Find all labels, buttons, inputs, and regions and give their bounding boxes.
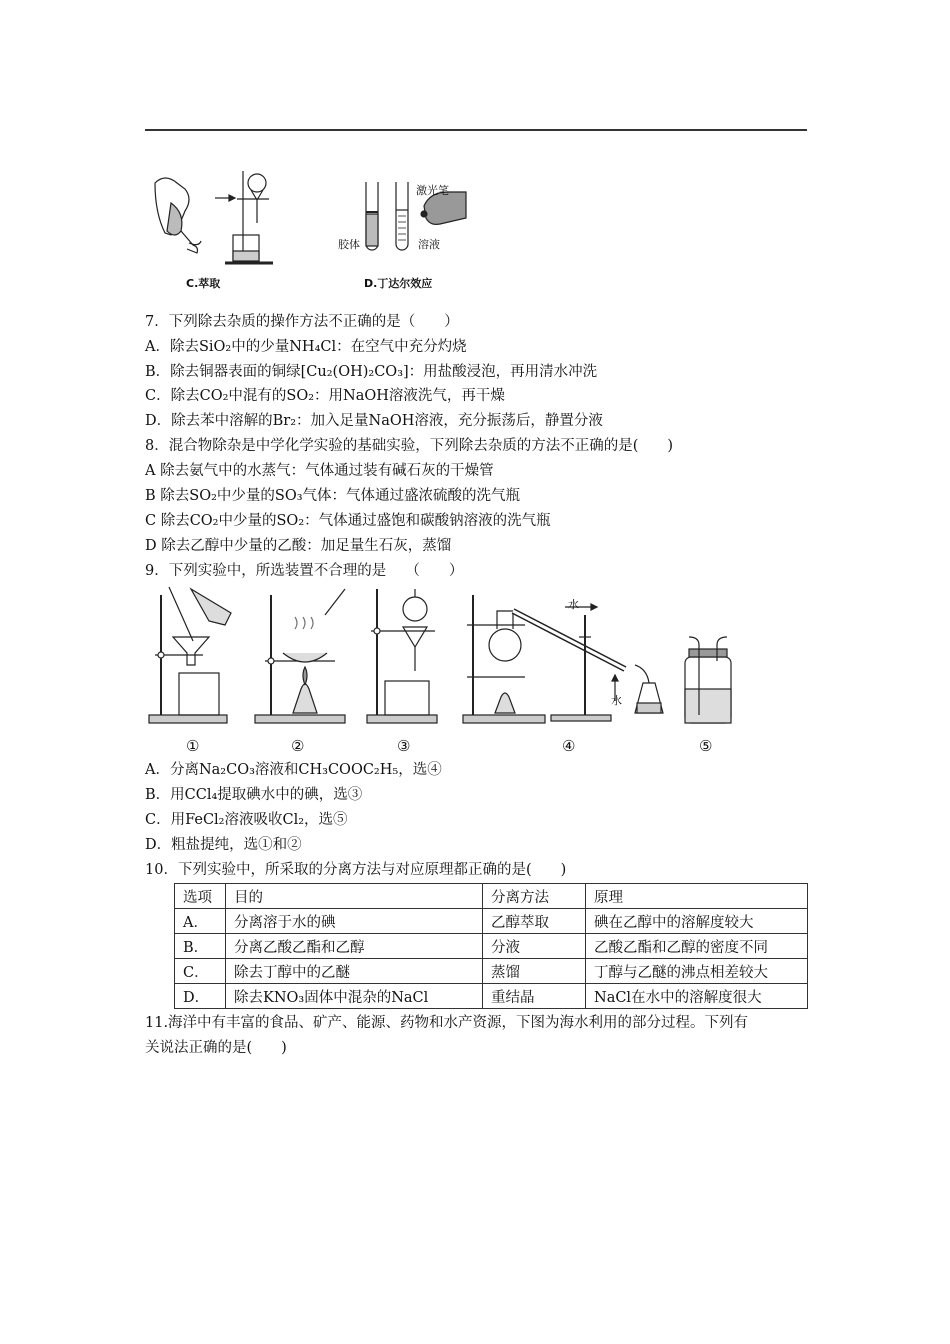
table-cell: B．: [175, 934, 226, 959]
header-rule: [145, 129, 807, 131]
tyndall-laser-label: 激光笔: [416, 184, 449, 197]
table-cell: 乙酸乙酯和乙醇的密度不同: [586, 934, 808, 959]
q11-line-1: 11.海洋中有丰富的食品、矿产、能源、药物和水产资源，下图为海水利用的部分过程。下列有: [145, 1015, 749, 1031]
tyndall-colloid-label: 胶体: [338, 238, 360, 251]
condenser-water-in-label: 水: [568, 598, 579, 611]
q8-option-b: B 除去SO₂中少量的SO₃气体：气体通过盛浓硫酸的洗气瓶: [145, 488, 521, 504]
q7-option-a: A．除去SiO₂中的少量NH₄Cl：在空气中充分灼烧: [145, 339, 467, 355]
table-cell: NaCl在水中的溶解度很大: [586, 984, 808, 1009]
tyndall-figure: [358, 180, 468, 255]
q9-option-a: A．分离Na₂CO₃溶液和CH₃COOC₂H₅，选④: [145, 762, 442, 778]
table-header-cell: 分离方法: [483, 884, 586, 909]
q9-stem: 9．下列实验中，所选装置不合理的是 （ ）: [145, 563, 464, 579]
table-cell: C．: [175, 959, 226, 984]
q8-option-c: C 除去CO₂中少量的SO₂：气体通过盛饱和碳酸钠溶液的洗气瓶: [145, 513, 551, 529]
q11-line-2: 关说法正确的是( ): [145, 1040, 287, 1056]
table-header-row: [175, 884, 808, 909]
table-header-cell: 目的: [226, 884, 483, 909]
table-cell: 蒸馏: [483, 959, 586, 984]
table-cell: 分离乙酸乙酯和乙醇: [226, 934, 483, 959]
q10-stem: 10．下列实验中，所采取的分离方法与对应原理都正确的是( ): [145, 862, 567, 878]
table-cell: 除去KNO₃固体中混杂的NaCl: [226, 984, 483, 1009]
table-row: [175, 909, 808, 934]
q8-option-a: A 除去氨气中的水蒸气：气体通过装有碱石灰的干燥管: [145, 463, 494, 479]
apparatus-label-3: ③: [397, 737, 411, 755]
q8-option-d: D 除去乙醇中少量的乙酸：加足量生石灰，蒸馏: [145, 538, 452, 554]
tyndall-solution-label: 溶液: [418, 238, 440, 251]
q9-option-d: D．粗盐提纯，选①和②: [145, 837, 302, 853]
apparatus-label-2: ②: [291, 737, 305, 755]
table-cell: 重结晶: [483, 984, 586, 1009]
apparatus-label-4: ④: [562, 737, 576, 755]
table-cell: 丁醇与乙醚的沸点相差较大: [586, 959, 808, 984]
extraction-label: C.萃取: [186, 277, 221, 290]
q7-option-d: D．除去苯中溶解的Br₂：加入足量NaOH溶液，充分振荡后，静置分液: [145, 413, 603, 429]
table-cell: 分离溶于水的碘: [226, 909, 483, 934]
extraction-figure: [145, 163, 285, 273]
table-row: [175, 934, 808, 959]
table-header-cell: 选项: [175, 884, 226, 909]
table-cell: 分液: [483, 934, 586, 959]
apparatus-label-5: ⑤: [699, 737, 713, 755]
table-row: [175, 959, 808, 984]
table-header-cell: 原理: [586, 884, 808, 909]
q10-table: [174, 883, 808, 1009]
q9-option-b: B．用CCl₄提取碘水中的碘，选③: [145, 787, 363, 803]
q7-option-b: B．除去铜器表面的铜绿[Cu₂(OH)₂CO₃]：用盐酸浸泡，再用清水冲洗: [145, 364, 598, 380]
table-cell: A．: [175, 909, 226, 934]
tyndall-label: D.丁达尔效应: [364, 277, 433, 290]
table-cell: D．: [175, 984, 226, 1009]
table-cell: 除去丁醇中的乙醚: [226, 959, 483, 984]
table-cell: 乙醇萃取: [483, 909, 586, 934]
q9-option-c: C．用FeCl₂溶液吸收Cl₂，选⑤: [145, 812, 348, 828]
q7-option-c: C．除去CO₂中混有的SO₂：用NaOH溶液洗气，再干燥: [145, 388, 505, 404]
condenser-water-out-label: 水: [611, 694, 622, 707]
apparatus-label-1: ①: [186, 737, 200, 755]
table-cell: 碘在乙醇中的溶解度较大: [586, 909, 808, 934]
apparatus-figure: [145, 585, 745, 730]
q8-stem: 8．混合物除杂是中学化学实验的基础实验，下列除去杂质的方法不正确的是( ): [145, 438, 674, 454]
q7-stem: 7．下列除去杂质的操作方法不正确的是（ ）: [145, 314, 459, 330]
table-row: [175, 984, 808, 1009]
